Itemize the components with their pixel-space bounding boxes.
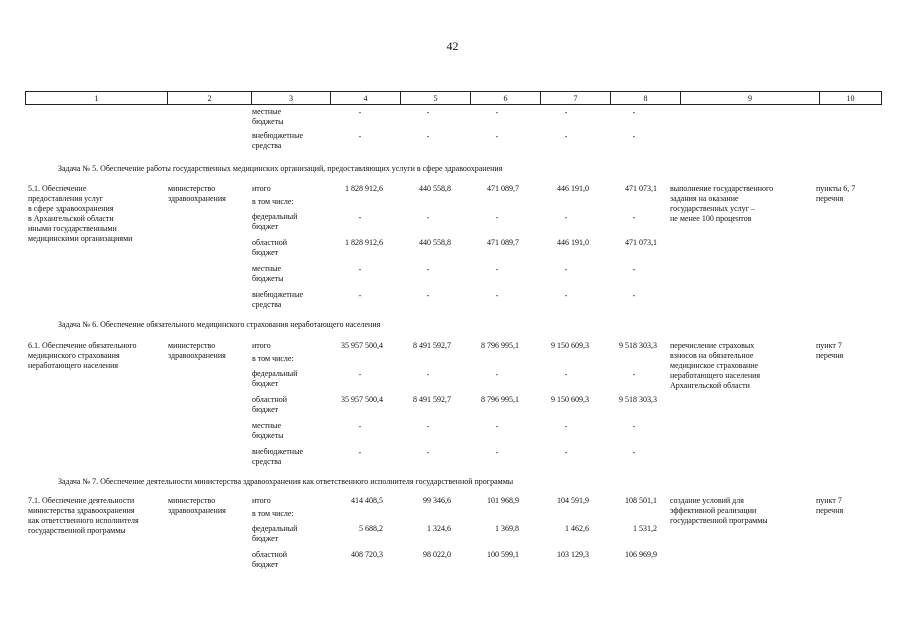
row-value: - [564,265,568,274]
column-header-9: 9 [681,92,820,105]
column-header-5: 5 [401,92,471,105]
row-value: - [426,448,430,457]
row-label: областной бюджет [252,550,288,569]
measure-item: 7.1. Обеспечение деятельности министерства здравоохранения как ответственного исполнителя государственной программы [28,496,139,535]
row-value: 5 688,2 [359,524,383,533]
reference: пункт 7 перечня [816,341,844,360]
row-value: - [632,370,636,379]
row-value: 108 501,1 [625,496,657,505]
measure-item: 5.1. Обеспечение предоставления услуг в сфере здравоохранения в Архангельской области иными государственными медицинскими организациями [28,184,133,243]
row-value: 104 591,9 [557,496,589,505]
executor: министерство здравоохранения [168,184,226,203]
column-header-6: 6 [471,92,541,105]
row-label: местные бюджеты [252,264,284,283]
row-value: 8 491 592,7 [413,395,451,404]
measure-item: 6.1. Обеспечение обязательного медицинского страхования неработающего населения [28,341,137,370]
expected-result: выполнение государственного задания на оказание государственных услуг – не менее 100 процентов [670,184,774,223]
row-value: 440 558,8 [419,184,451,193]
expected-result: создание условий для эффективной реализации государственной программы [670,496,768,525]
row-value: 446 191,0 [557,238,589,247]
row-value: - [564,448,568,457]
row-value: 8 796 995,1 [481,395,519,404]
row-value: 101 968,9 [487,496,519,505]
row-value: 1 531,2 [633,524,657,533]
column-header-3: 3 [252,92,331,105]
row-value: - [564,422,568,431]
column-header-1: 1 [26,92,168,105]
row-value: 1 462,6 [565,524,589,533]
row-value: - [632,108,636,117]
row-label: областной бюджет [252,238,288,257]
page-number: 42 [446,39,459,53]
column-header-table [25,91,882,105]
row-value: 35 957 500,4 [341,395,383,404]
row-value: - [495,422,499,431]
row-value: 99 346,6 [423,496,451,505]
row-value: 100 599,1 [487,550,519,559]
row-value: - [564,370,568,379]
reference: пункт 7 перечня [816,496,844,515]
row-value: - [426,108,430,117]
row-value: 8 796 995,1 [481,341,519,350]
row-value: 1 369,8 [495,524,519,533]
row-value: - [358,291,362,300]
row-label: внебюджетные средства [252,131,303,150]
row-value: - [358,213,362,222]
row-label: итого [252,341,271,350]
row-label: в том числе: [252,354,294,363]
row-value: 471 073,1 [625,238,657,247]
column-header-2: 2 [168,92,252,105]
row-label: федеральный бюджет [252,212,298,231]
row-value: - [564,213,568,222]
expected-result: перечисление страховых взносов на обязательное медицинское страхование неработающего населения Архангельской области [670,341,761,390]
row-value: 1 828 912,6 [345,238,383,247]
row-label: внебюджетные средства [252,447,303,466]
row-label: федеральный бюджет [252,524,298,543]
row-value: 440 558,8 [419,238,451,247]
row-label: итого [252,496,271,505]
row-value: 1 828 912,6 [345,184,383,193]
row-value: - [358,370,362,379]
row-label: итого [252,184,271,193]
row-value: - [426,213,430,222]
row-value: - [358,448,362,457]
row-value: 8 491 592,7 [413,341,451,350]
reference: пункты 6, 7 перечня [816,184,856,203]
row-value: - [564,291,568,300]
row-value: 1 324,6 [427,524,451,533]
row-label: местные бюджеты [252,421,284,440]
row-value: - [495,291,499,300]
row-value: 9 150 609,3 [551,341,589,350]
row-value: 9 518 303,3 [619,341,657,350]
row-value: - [358,108,362,117]
row-value: - [358,422,362,431]
row-value: - [358,132,362,141]
row-value: - [495,370,499,379]
row-value: 35 957 500,4 [341,341,383,350]
row-value: 446 191,0 [557,184,589,193]
row-value: - [495,448,499,457]
column-header-7: 7 [541,92,611,105]
task-title: Задача № 6. Обеспечение обязательного медицинского страхования неработающего населения [58,320,381,329]
row-value: - [495,213,499,222]
row-value: 9 518 303,3 [619,395,657,404]
row-value: - [426,370,430,379]
row-value: - [495,132,499,141]
row-value: - [632,448,636,457]
row-label: федеральный бюджет [252,369,298,388]
row-value: - [632,132,636,141]
row-value: 471 089,7 [487,238,519,247]
row-value: - [495,108,499,117]
row-value: - [632,213,636,222]
row-value: 98 022,0 [423,550,451,559]
row-value: - [564,132,568,141]
row-value: - [632,422,636,431]
row-value: - [632,265,636,274]
row-value: 103 129,3 [557,550,589,559]
column-header-10: 10 [820,92,882,105]
task-title: Задача № 5. Обеспечение работы государственных медицинских организаций, предоставляющих услуги в сфере здравоохранения [58,164,503,173]
row-value: - [495,265,499,274]
row-label: местные бюджеты [252,107,284,126]
column-header-row [26,92,882,105]
executor: министерство здравоохранения [168,341,226,360]
row-value: 414 408,5 [351,496,383,505]
column-header-4: 4 [331,92,401,105]
row-value: - [358,265,362,274]
executor: министерство здравоохранения [168,496,226,515]
row-value: 106 969,9 [625,550,657,559]
row-value: - [426,132,430,141]
row-value: - [426,422,430,431]
row-value: - [426,265,430,274]
row-value: - [564,108,568,117]
row-label: внебюджетные средства [252,290,303,309]
row-value: - [426,291,430,300]
row-value: 471 089,7 [487,184,519,193]
row-value: 471 073,1 [625,184,657,193]
row-value: 9 150 609,3 [551,395,589,404]
row-value: 408 720,3 [351,550,383,559]
row-label: в том числе: [252,197,294,206]
row-label: в том числе: [252,509,294,518]
task-title: Задача № 7. Обеспечение деятельности министерства здравоохранения как ответственного исполнителя государственной программы [58,477,514,486]
row-label: областной бюджет [252,395,288,414]
row-value: - [632,291,636,300]
column-header-8: 8 [611,92,681,105]
